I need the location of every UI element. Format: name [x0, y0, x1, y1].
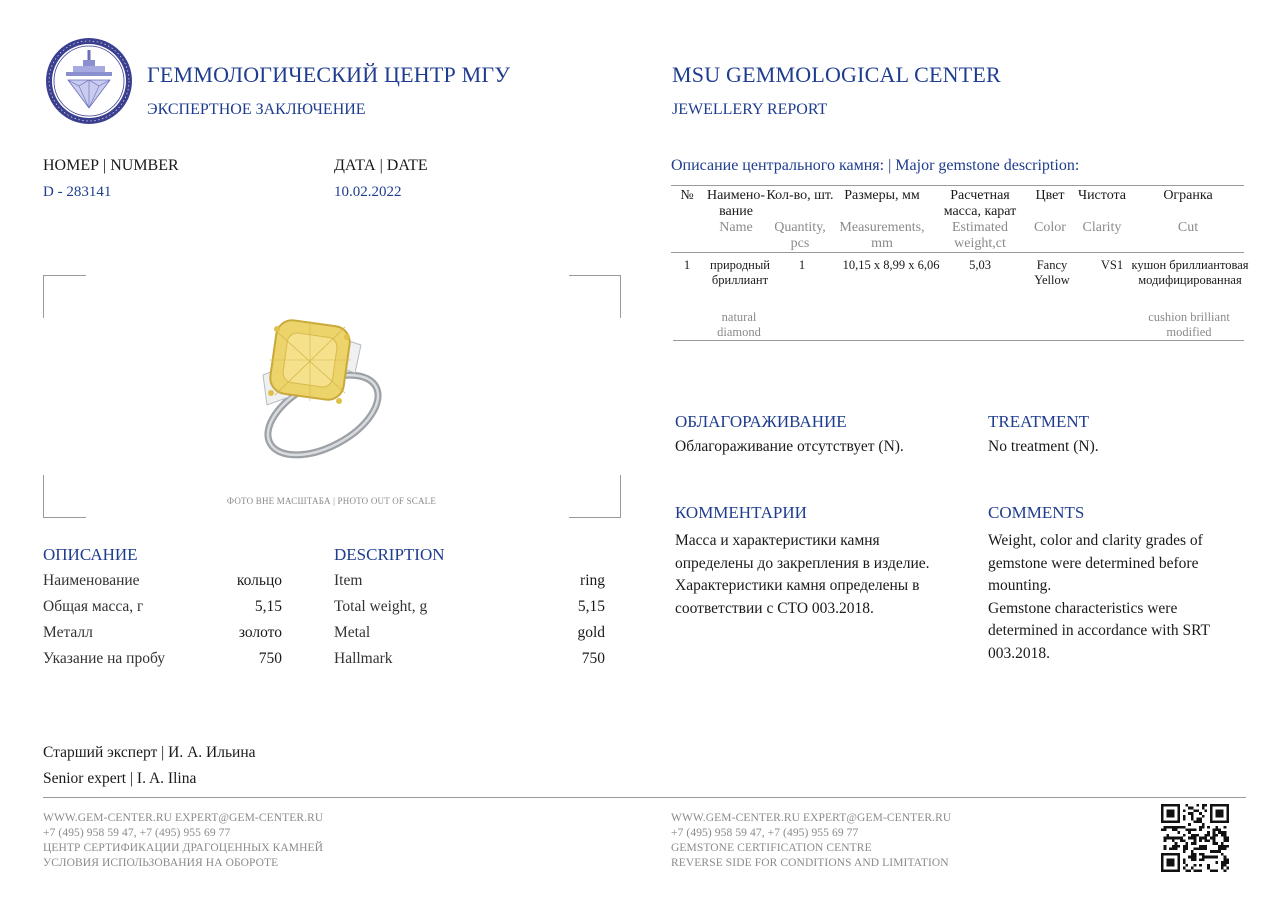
footer-right-line: REVERSE SIDE FOR CONDITIONS AND LIMITATION — [671, 857, 949, 869]
th-weight-en: Estimated weight,ct — [952, 220, 1008, 251]
en-comment-2: Gemstone characteristics were determined in accordance with SRT 003.2018. — [988, 599, 1210, 662]
th-color-en: Color — [1034, 220, 1066, 235]
td-qty: 1 — [798, 258, 806, 272]
td-color: Fancy Yellow — [1034, 258, 1070, 287]
th-measurements-ru: Размеры, мм — [844, 188, 920, 203]
td-name-ru: природный бриллиант — [710, 258, 770, 287]
en-comment-1: Weight, color and clarity grades of gemstone were determined before mounting. — [988, 532, 1203, 594]
th-qty-en: Quantity, pcs — [774, 220, 826, 251]
table-header-rule — [671, 252, 1244, 253]
en-comments-heading: COMMENTS — [988, 503, 1085, 522]
en-hallmark-label: Hallmark — [334, 650, 393, 667]
th-clarity-en: Clarity — [1082, 220, 1122, 235]
ru-total-weight-value: 5,15 — [254, 598, 282, 615]
td-weight: 5,03 — [969, 258, 991, 272]
en-treatment-heading: TREATMENT — [988, 412, 1090, 431]
table-bottom-rule — [673, 340, 1244, 341]
td-measurements: 10,15 x 8,99 x 6,06 — [842, 258, 940, 272]
th-name-en: Name — [719, 220, 753, 235]
footer-divider — [43, 797, 1246, 798]
ru-comments-heading: КОММЕНТАРИИ — [675, 503, 807, 522]
en-org-title: MSU GEMMOLOGICAL CENTER — [672, 62, 1001, 87]
en-hallmark-value: 750 — [581, 650, 605, 667]
ru-metal-label: Металл — [43, 624, 93, 641]
th-weight-ru: Расчетная масса, карат — [943, 188, 1017, 219]
ru-metal-value: золото — [238, 624, 282, 641]
expert-line-ru: Старший эксперт | И. А. Ильина — [43, 744, 256, 761]
msu-gemmological-center-logo-seal — [44, 36, 134, 126]
footer-right-line: WWW.GEM-CENTER.RU EXPERT@GEM-CENTER.RU — [671, 812, 952, 824]
footer-right-line: +7 (495) 958 59 47, +7 (495) 955 69 77 — [671, 827, 859, 839]
expert-line-en: Senior expert | I. A. Ilina — [43, 770, 197, 787]
footer-right-line: GEMSTONE CERTIFICATION CENTRE — [671, 842, 872, 854]
th-qty-ru: Кол-во, шт. — [766, 188, 834, 203]
footer-left — [43, 811, 323, 871]
ru-description-heading: ОПИСАНИЕ — [43, 545, 138, 564]
en-metal-label: Metal — [334, 624, 371, 641]
ru-item-value: кольцо — [236, 572, 282, 589]
td-cut-ru: кушон бриллиантовая модифицированная — [1131, 258, 1249, 287]
en-comments-body — [988, 530, 1244, 665]
ru-comments-body — [675, 530, 933, 620]
en-report-subtitle: JEWELLERY REPORT — [672, 101, 828, 118]
td-number: 1 — [683, 258, 691, 272]
ru-comment-1: Масса и характеристики камня определены до закрепления в изделие. — [675, 532, 930, 572]
footer-right — [671, 811, 951, 871]
table-top-rule — [671, 185, 1244, 186]
footer-left-line: WWW.GEM-CENTER.RU EXPERT@GEM-CENTER.RU — [43, 812, 324, 824]
ru-total-weight-label: Общая масса, г — [43, 598, 144, 615]
qr-code — [1161, 804, 1229, 872]
th-number: № — [680, 188, 694, 203]
ru-report-subtitle: ЭКСПЕРТНОЕ ЗАКЛЮЧЕНИЕ — [147, 101, 366, 118]
th-cut-ru: Огранка — [1163, 188, 1213, 203]
report-number-value: D - 283141 — [43, 184, 112, 200]
td-clarity: VS1 — [1100, 258, 1124, 272]
photo-frame-corner — [569, 275, 621, 318]
ru-hallmark-value: 750 — [258, 650, 282, 667]
footer-left-line: ЦЕНТР СЕРТИФИКАЦИИ ДРАГОЦЕННЫХ КАМНЕЙ — [43, 842, 324, 854]
en-item-label: Item — [334, 572, 363, 589]
footer-left-line: УСЛОВИЯ ИСПОЛЬЗОВАНИЯ НА ОБОРОТЕ — [43, 857, 279, 869]
report-number-label: НОМЕР | NUMBER — [43, 157, 179, 174]
th-cut-en: Cut — [1177, 220, 1199, 235]
en-item-value: ring — [580, 572, 605, 589]
th-color-ru: Цвет — [1035, 188, 1065, 203]
ru-comment-2: Характеристики камня определены в соответствии с СТО 003.2018. — [675, 577, 920, 617]
ru-org-title: ГЕММОЛОГИЧЕСКИЙ ЦЕНТР МГУ — [147, 62, 511, 87]
th-clarity-ru: Чистота — [1077, 188, 1127, 203]
th-name-ru: Наимено- вание — [706, 188, 766, 219]
photo-frame-corner — [43, 275, 86, 318]
footer-left-line: +7 (495) 958 59 47, +7 (495) 955 69 77 — [43, 827, 231, 839]
report-date-value: 10.02.2022 — [334, 184, 402, 200]
en-total-weight-label: Total weight, g — [334, 598, 428, 615]
td-cut-en: cushion brilliant modified — [1148, 310, 1230, 339]
ru-treatment-heading: ОБЛАГОРАЖИВАНИЕ — [675, 412, 847, 431]
ru-treatment-text: Облагораживание отсутствует (N). — [675, 438, 904, 455]
ring-photo — [245, 315, 395, 465]
en-total-weight-value: 5,15 — [577, 598, 605, 615]
en-metal-value: gold — [577, 624, 605, 641]
ru-hallmark-label: Указание на пробу — [43, 650, 166, 667]
gemstone-table-title: Описание центрального камня: | Major gemstone description: — [671, 157, 1080, 174]
en-treatment-text: No treatment (N). — [988, 438, 1099, 455]
photo-scale-note: ФОТО ВНЕ МАСШТАБА | PHOTO OUT OF SCALE — [226, 496, 437, 506]
th-measurements-en: Measurements, mm — [839, 220, 925, 251]
td-name-en: natural diamond — [717, 310, 761, 339]
ru-item-label: Наименование — [43, 572, 140, 589]
report-date-label: ДАТА | DATE — [334, 157, 428, 174]
en-description-heading: DESCRIPTION — [334, 545, 445, 564]
